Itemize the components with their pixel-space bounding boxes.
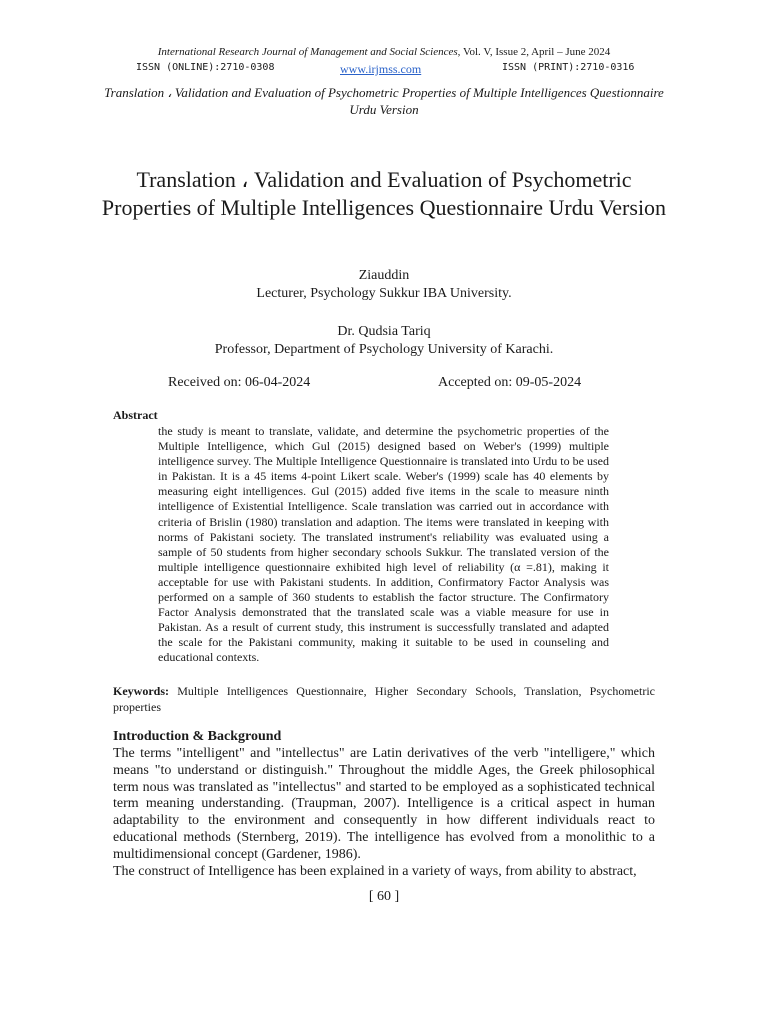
author-block [0,267,768,303]
author-name: Dr. Qudsia Tariq [337,324,431,339]
page-number: [ 60 ] [368,889,400,904]
running-title: Translation ، Validation and Evaluation of Psychometric Properties of Multiple Intelligences Questionnaire Urdu Version [104,85,664,117]
section-body [113,746,655,880]
dates-row [0,375,768,393]
paragraph: The construct of Intelligence has been explained in a variety of ways, from ability to abstract, [113,863,637,879]
journal-issue: Vol. V, Issue 2, April – June 2024 [460,46,611,58]
keywords-label: Keywords: [113,684,169,698]
received-date: Received on: 06-04-2024 [168,375,311,390]
author-block [0,323,768,359]
paragraph: The terms "intelligent" and "intellectus" are Latin derivatives of the verb "intelligere," which means "to understand or distinguish." Throughout the middle Ages, the Greek philosophical term nous was translated as "intellectus" and started to be employed as a sophisticated technical term meaning understanding. (Traupman, 2007). Intelligence is a critical aspect in human adaptability to the environment and consequently in how different individuals react to educational methods (Sternberg, 2019). The intelligence has evolved from a monolithic to a multidimensional concept (Gardener, 1986). [113,746,655,862]
keywords [113,683,655,715]
issn-print: ISSN (PRINT):2710-0316 [502,62,635,73]
author-name: Ziauddin [358,268,410,283]
section-heading: Introduction & Background [113,729,282,744]
journal-name: International Research Journal of Management and Social Sciences, [157,46,461,58]
journal-website-link[interactable]: www.irjmss.com [340,62,422,76]
issn-row [0,60,768,76]
accepted-date: Accepted on: 09-05-2024 [438,375,582,390]
issn-online: ISSN (ONLINE):2710-0308 [136,62,275,73]
abstract-heading: Abstract [113,408,158,422]
author-affiliation: Lecturer, Psychology Sukkur IBA University. [256,286,512,301]
paper-title: Translation ، Validation and Evaluation of Psychometric Properties of Multiple Intelligences Questionnaire Urdu Version [101,167,667,220]
author-affiliation: Professor, Department of Psychology University of Karachi. [214,342,554,357]
abstract-text: the study is meant to translate, validate, and determine the psychometric properties of the Multiple Intelligence, which Gul (2015) designed based on Weber's (1999) multiple intelligence survey. The Multiple Intelligence Questionnaire is translated into Urdu to be used in Pakistan. It is a 45 items 4-point Likert scale. Weber's (1999) scale has 40 elements by measuring eight intelligences. Gul (2015) added five items in the scale to measure ninth intelligence of Existential Intelligence. Scale translation was carried out in accordance with criteria of Brislin (1980) translation and adaption. The items were translated in keeping with norms of Pakistani society. The translated instrument's reliability was evaluated using a sample of 50 students from higher secondary schools Sukkur. The translated version of the multiple intelligence questionnaire exhibited high level of reliability (α =.81), making it acceptable for use with Pakistani students. In addition, Confirmatory Factor Analysis was performed on a sample of 360 students to establish the factor structure. The Confirmatory Factor Analysis demonstrated that the translated scale was a viable measure for use in Pakistan. As a result of current study, this instrument is successfully translated and adapted the scale for the Pakistani community, making it suitable to be used in counseling and educational contexts. [158,424,609,665]
journal-header [0,45,768,59]
keywords-text: Multiple Intelligences Questionnaire, Higher Secondary Schools, Translation, Psychometric properties [113,684,655,714]
